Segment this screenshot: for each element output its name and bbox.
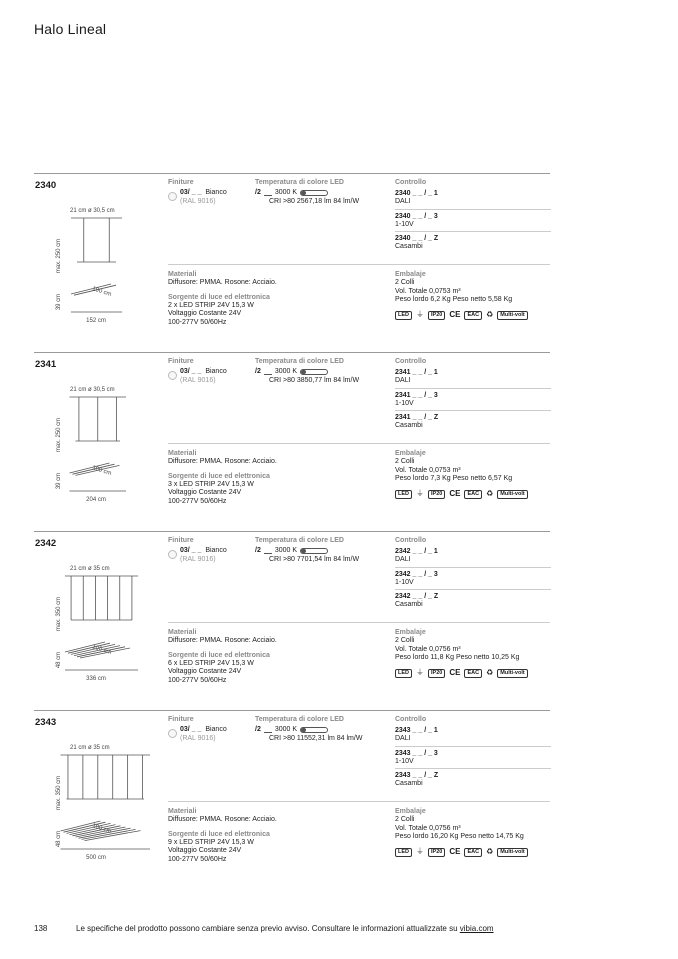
svg-text:39 cm: 39 cm — [56, 472, 62, 490]
svg-text:max. 350 cm: max. 350 cm — [56, 596, 62, 632]
white-swatch-icon — [168, 550, 177, 559]
eac-icon: EAC — [464, 311, 482, 320]
materials-section: Materiali Diffusore: PMMA. Rosone: Acciaio. Sorgente di luce ed elettronica 2 x LED STRIP 24V 15,3 W Voltaggio Costante 24V 100-277V 50/60Hz — [168, 271, 277, 326]
svg-text:152 cm: 152 cm — [86, 318, 106, 324]
color-temperature-section: Temperatura di colore LED /2 3000 K CRI >80 3850,77 lm 84 lm/W — [255, 358, 360, 384]
white-swatch-icon — [168, 729, 177, 738]
finish-label: Finiture — [168, 358, 194, 365]
svg-text:39 cm: 39 cm — [56, 293, 62, 311]
color-temperature-section: Temperatura di colore LED /2 3000 K CRI >80 2567,18 lm 84 lm/W — [255, 179, 360, 205]
led-icon: LED — [395, 311, 412, 320]
svg-text:100 cm: 100 cm — [91, 644, 112, 656]
certification-icons — [395, 311, 551, 320]
product-block — [34, 173, 550, 352]
page-title: Halo Lineal — [34, 21, 107, 37]
eac-icon: EAC — [464, 848, 482, 857]
control-option[interactable]: 2343 _ _ / _ 1 DALI — [395, 724, 551, 747]
control-option[interactable]: 2343 _ _ / _ Z Casambi — [395, 772, 439, 788]
no-bin-icon: ♻ — [486, 310, 494, 320]
svg-text:48 cm: 48 cm — [56, 651, 62, 669]
color-temperature-section: Temperatura di colore LED /2 3000 K CRI >80 7701,54 lm 84 lm/W — [255, 537, 360, 563]
packing-section: Embalaje 2 Colli Vol. Totale 0,0756 m³ Peso lordo 11,8 Kg Peso netto 10,25 Kg LED ⏚ IP20 CE EAC ♻ Multi-volt — [395, 628, 551, 678]
ground-icon: ⏚ — [416, 668, 424, 678]
finish-section — [168, 357, 248, 385]
ip20-icon: IP20 — [428, 490, 445, 499]
no-bin-icon: ♻ — [486, 489, 494, 499]
white-swatch-icon — [168, 371, 177, 380]
control-option[interactable]: 2340 _ _ / _ Z Casambi — [395, 235, 439, 251]
control-section: Controllo 2341 _ _ / _ 1 DALI 2341 _ _ / _ 3 1-10V 2341 _ _ / _ Z Casambi — [395, 357, 551, 433]
eac-icon: EAC — [464, 669, 482, 678]
finish-label: Finiture — [168, 537, 194, 544]
dimmer-bar-icon — [300, 727, 328, 733]
ce-mark-icon: CE — [449, 310, 461, 320]
materials-section: Materiali Diffusore: PMMA. Rosone: Acciaio. Sorgente di luce ed elettronica 3 x LED STRIP 24V 15,3 W Voltaggio Costante 24V 100-277V 50/60Hz — [168, 450, 277, 505]
control-option[interactable]: 2340 _ _ / _ 1 DALI — [395, 187, 551, 210]
color-temperature-section: Temperatura di colore LED /2 3000 K CRI >80 11552,31 lm 84 lm/W — [255, 716, 363, 742]
ground-icon: ⏚ — [416, 847, 424, 857]
finish-option[interactable]: 03/ _ _ Bianco (RAL 9016) — [168, 547, 248, 564]
ip20-icon: IP20 — [428, 311, 445, 320]
product-drawing — [34, 204, 159, 324]
svg-text:100 cm: 100 cm — [91, 286, 112, 298]
svg-text:100 cm: 100 cm — [91, 823, 112, 835]
packing-section: Embalaje 2 Colli Vol. Totale 0,0753 m³ Peso lordo 7,3 Kg Peso netto 6,57 Kg LED ⏚ IP20 CE EAC ♻ Multi-volt — [395, 449, 551, 499]
finish-section — [168, 178, 248, 206]
finish-option[interactable]: 03/ _ _ Bianco (RAL 9016) — [168, 189, 248, 206]
control-section: Controllo 2342 _ _ / _ 1 DALI 2342 _ _ / _ 3 1-10V 2342 _ _ / _ Z Casambi — [395, 536, 551, 612]
finish-option[interactable]: 03/ _ _ Bianco (RAL 9016) — [168, 368, 248, 385]
certification-icons — [395, 669, 551, 678]
product-code: 2343 — [35, 717, 57, 728]
dimmer-bar-icon — [300, 369, 328, 375]
ce-mark-icon: CE — [449, 847, 461, 857]
control-option[interactable]: 2340 _ _ / _ 3 1-10V — [395, 210, 551, 233]
product-drawing — [34, 562, 159, 682]
materials-section: Materiali Diffusore: PMMA. Rosone: Acciaio. Sorgente di luce ed elettronica 9 x LED STRIP 24V 15,3 W Voltaggio Costante 24V 100-277V 50/60Hz — [168, 808, 277, 863]
page-number: 138 — [34, 924, 48, 933]
finish-section — [168, 715, 248, 743]
dimmer-bar-icon — [300, 548, 328, 554]
product-code: 2340 — [35, 180, 57, 191]
control-option[interactable]: 2341 _ _ / _ 1 DALI — [395, 366, 551, 389]
dimmer-bar-icon — [300, 190, 328, 196]
product-block — [34, 352, 550, 531]
product-drawing — [34, 741, 159, 861]
svg-text:21 cm ø 35 cm: 21 cm ø 35 cm — [70, 745, 110, 751]
svg-text:max. 250 cm: max. 250 cm — [56, 417, 62, 453]
product-code: 2342 — [35, 538, 57, 549]
ce-mark-icon: CE — [449, 489, 461, 499]
ip20-icon: IP20 — [428, 848, 445, 857]
control-option[interactable]: 2341 _ _ / _ 3 1-10V — [395, 389, 551, 412]
product-code: 2341 — [35, 359, 57, 370]
finish-option[interactable]: 03/ _ _ Bianco (RAL 9016) — [168, 726, 248, 743]
finish-section — [168, 536, 248, 564]
white-swatch-icon — [168, 192, 177, 201]
led-icon: LED — [395, 669, 412, 678]
svg-text:48 cm: 48 cm — [56, 830, 62, 848]
svg-text:500 cm: 500 cm — [86, 855, 106, 861]
svg-text:204 cm: 204 cm — [86, 497, 106, 503]
svg-text:21 cm ø 35 cm: 21 cm ø 35 cm — [70, 566, 110, 572]
ce-mark-icon: CE — [449, 668, 461, 678]
svg-text:max. 350 cm: max. 350 cm — [56, 775, 62, 811]
finish-label: Finiture — [168, 179, 194, 186]
control-option[interactable]: 2341 _ _ / _ Z Casambi — [395, 414, 439, 430]
no-bin-icon: ♻ — [486, 847, 494, 857]
materials-section: Materiali Diffusore: PMMA. Rosone: Acciaio. Sorgente di luce ed elettronica 6 x LED STRIP 24V 15,3 W Voltaggio Costante 24V 100-277V 50/60Hz — [168, 629, 277, 684]
packing-section: Embalaje 2 Colli Vol. Totale 0,0756 m³ Peso lordo 16,20 Kg Peso netto 14,75 Kg LED ⏚ IP20 CE EAC ♻ Multi-volt — [395, 807, 551, 857]
control-option[interactable]: 2343 _ _ / _ 3 1-10V — [395, 747, 551, 770]
multi-volt-icon: Multi-volt — [497, 311, 527, 320]
led-icon: LED — [395, 490, 412, 499]
product-block — [34, 531, 550, 710]
no-bin-icon: ♻ — [486, 668, 494, 678]
led-icon: LED — [395, 848, 412, 857]
control-section: Controllo 2340 _ _ / _ 1 DALI 2340 _ _ / _ 3 1-10V 2340 _ _ / _ Z Casambi — [395, 178, 551, 254]
packing-section: Embalaje 2 Colli Vol. Totale 0,0753 m³ Peso lordo 6,2 Kg Peso netto 5,58 Kg LED ⏚ IP20 CE EAC ♻ Multi-volt — [395, 270, 551, 320]
product-drawing — [34, 383, 159, 503]
vibia-link[interactable]: vibia.com — [459, 924, 494, 933]
certification-icons — [395, 848, 551, 857]
certification-icons — [395, 490, 551, 499]
control-option[interactable]: 2342 _ _ / _ 3 1-10V — [395, 568, 551, 591]
eac-icon: EAC — [464, 490, 482, 499]
product-block — [34, 710, 550, 889]
svg-text:336 cm: 336 cm — [86, 676, 106, 682]
svg-text:21 cm ø 30,5 cm: 21 cm ø 30,5 cm — [70, 387, 115, 393]
footer-disclaimer: Le specifiche del prodotto possono cambiare senza previo avviso. Consultare le informazioni attualizzate su vibia.com — [76, 924, 494, 933]
finish-label: Finiture — [168, 716, 194, 723]
multi-volt-icon: Multi-volt — [497, 669, 527, 678]
ground-icon: ⏚ — [416, 489, 424, 499]
control-option[interactable]: 2342 _ _ / _ Z Casambi — [395, 593, 439, 609]
svg-text:max. 250 cm: max. 250 cm — [56, 238, 62, 274]
control-section: Controllo 2343 _ _ / _ 1 DALI 2343 _ _ / _ 3 1-10V 2343 _ _ / _ Z Casambi — [395, 715, 551, 791]
multi-volt-icon: Multi-volt — [497, 848, 527, 857]
ground-icon: ⏚ — [416, 310, 424, 320]
svg-text:100 cm: 100 cm — [91, 465, 112, 477]
svg-text:21 cm ø 30,5 cm: 21 cm ø 30,5 cm — [70, 208, 115, 214]
control-option[interactable]: 2342 _ _ / _ 1 DALI — [395, 545, 551, 568]
ip20-icon: IP20 — [428, 669, 445, 678]
multi-volt-icon: Multi-volt — [497, 490, 527, 499]
